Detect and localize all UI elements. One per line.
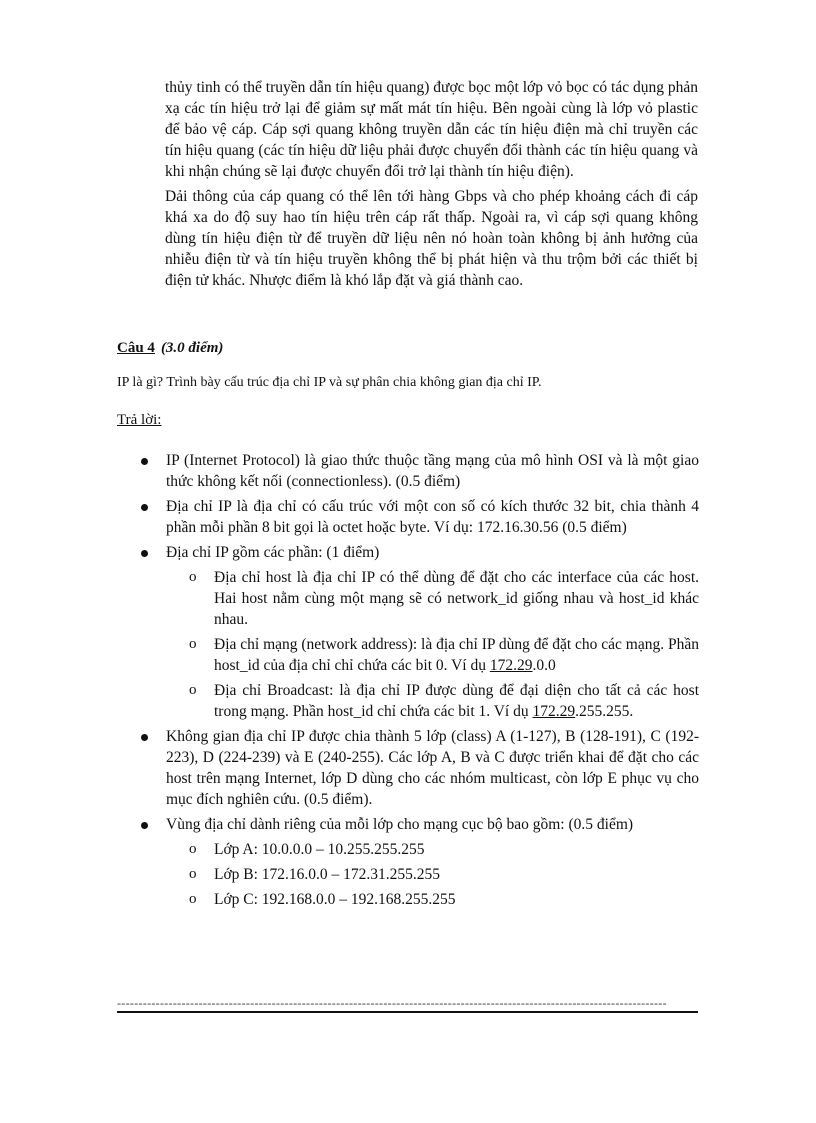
sub-list-item: o Lớp A: 10.0.0.0 – 10.255.255.255 bbox=[189, 841, 425, 858]
intro-paragraph-1: thủy tinh có thể truyền dẫn tín hiệu quang) được bọc một lớp vỏ bọc có tác dụng phản xạ các tín hiệu trở lại để giảm sự mất mát tín hiệu. Bên ngoài cùng là lớp vỏ plastic để bảo vệ cáp. Cáp sợi quang không truyền dẫn các tín hiệu điện mà chỉ truyền các tín hiệu quang (các tín hiệu dữ liệu phải được chuyển đổi thành các tín hiệu quang và khi nhận chúng sẽ lại được chuyển đổi trở lại thành tín hiệu điện). bbox=[165, 79, 698, 180]
sub-list-item: o Lớp C: 192.168.0.0 – 192.168.255.255 bbox=[189, 891, 456, 908]
circle-bullet-icon: o bbox=[189, 841, 197, 857]
question-points: (3.0 điểm) bbox=[160, 340, 224, 356]
footer-dashed-line: -------------------------------------------------------------------------------------------------------------------------------- bbox=[117, 996, 667, 1010]
intro-section bbox=[165, 77, 698, 291]
circle-bullet-icon: o bbox=[189, 569, 197, 585]
bullet-icon bbox=[141, 504, 148, 511]
list-item: IP (Internet Protocol) là giao thức thuộc tầng mạng của mô hình OSI và là một giao thức không kết nối (connectionless). (0.5 điểm) bbox=[138, 450, 699, 492]
answer-list bbox=[138, 450, 699, 914]
circle-bullet-icon: o bbox=[189, 866, 197, 882]
circle-bullet-icon: o bbox=[189, 891, 197, 907]
sub-list-item: o Địa chỉ mạng (network address): là địa chỉ IP dùng để đặt cho các mạng. Phần host_id của địa chỉ chỉ chứa các bit 0. Ví dụ 172.29.0.0 bbox=[189, 636, 699, 674]
list-item: Địa chỉ IP gồm các phần: (1 điểm) bbox=[138, 542, 699, 563]
question-heading bbox=[117, 340, 223, 357]
list-item: Không gian địa chỉ IP được chia thành 5 lớp (class) A (1-127), B (128-191), C (192-223), D (224-239) và E (240-255). Các lớp A, B và C được triển khai để đặt cho các host trên mạng Internet, lớp D dùng cho các nhóm multicast, còn lớp E phục vụ cho mục đích nghiên cứu. (0.5 điểm). bbox=[138, 726, 699, 810]
circle-bullet-icon: o bbox=[189, 636, 197, 652]
intro-paragraph-2: Dải thông của cáp quang có thể lên tới hàng Gbps và cho phép khoảng cách đi cáp khá xa do độ suy hao tín hiệu trên cáp rất thấp. Ngoài ra, vì cáp sợi quang không dùng tín hiệu điện từ để truyền dữ liệu nên nó hoàn toàn không bị ảnh hưởng của nhiễu điện từ và tín hiệu truyền không thể bị phát hiện và thu trộm bởi các thiết bị điện tử khác. Nhược điểm là khó lắp đặt và giá thành cao. bbox=[165, 188, 698, 289]
bullet-icon bbox=[141, 734, 148, 741]
list-item: Vùng địa chỉ dành riêng của mỗi lớp cho mạng cục bộ bao gồm: (0.5 điểm) bbox=[138, 814, 699, 835]
question-text: IP là gì? Trình bày cấu trúc địa chỉ IP và sự phân chia không gian địa chỉ IP. bbox=[117, 375, 542, 390]
bullet-icon bbox=[141, 458, 148, 465]
circle-bullet-icon: o bbox=[189, 682, 197, 698]
question-label: Câu 4 bbox=[117, 340, 155, 356]
sub-list-item: o Địa chỉ host là địa chỉ IP có thể dùng để đặt cho các interface của các host. Hai host nằm cùng một mạng sẽ có network_id giống nhau và host_id khác nhau. bbox=[189, 569, 699, 628]
bullet-icon bbox=[141, 822, 148, 829]
sub-list-item: o Địa chỉ Broadcast: là địa chỉ IP được dùng để đại diện cho tất cả các host trong mạng. Phần host_id chỉ chứa các bit 1. Ví dụ 172.29.255.255. bbox=[189, 682, 699, 720]
sub-list-item: o Lớp B: 172.16.0.0 – 172.31.255.255 bbox=[189, 866, 441, 883]
answer-heading: Trả lời: bbox=[117, 412, 162, 428]
footer-rule bbox=[117, 1011, 698, 1013]
bullet-icon bbox=[141, 550, 148, 557]
list-item: Địa chỉ IP là địa chỉ có cấu trúc với một con số có kích thước 32 bit, chia thành 4 phần mỗi phần 8 bit gọi là octet hoặc byte. Ví dụ: 172.16.30.56 (0.5 điểm) bbox=[138, 496, 699, 538]
